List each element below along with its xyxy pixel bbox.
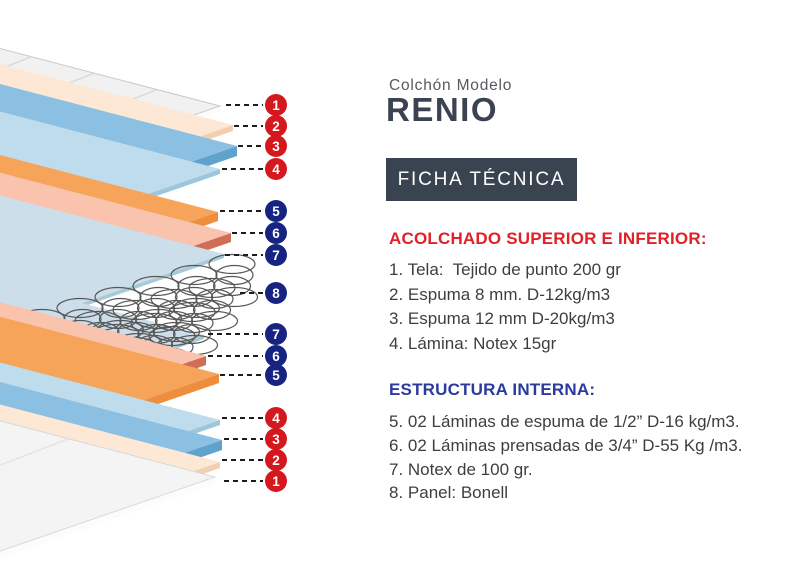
callout-6 xyxy=(232,222,287,244)
callout-5 xyxy=(220,200,287,222)
section-acolchado xyxy=(389,229,707,357)
callout-number: 8 xyxy=(272,285,280,301)
callout-4 xyxy=(222,407,287,429)
callout-number: 6 xyxy=(272,225,280,241)
callout-2 xyxy=(234,115,287,137)
spec-item: 4. Lámina: Notex 15gr xyxy=(389,334,557,354)
callout-number: 4 xyxy=(272,410,280,426)
callout-1 xyxy=(226,94,287,116)
callout-6 xyxy=(208,345,287,367)
callout-number: 3 xyxy=(272,431,280,447)
callout-number: 4 xyxy=(272,161,280,177)
spec-item: 5. 02 Láminas de espuma de 1/2” D-16 kg/m3. xyxy=(389,412,740,431)
callout-number: 1 xyxy=(272,97,280,113)
callout-3 xyxy=(224,428,287,450)
spec-item: 3. Espuma 12 mm D-20kg/m3 xyxy=(389,309,615,329)
model-kicker: Colchón Modelo xyxy=(389,77,513,94)
spec-item: 1. Tela: Tejido de punto 200 gr xyxy=(389,260,621,279)
callout-number: 7 xyxy=(272,326,280,342)
callout-4 xyxy=(222,158,287,180)
callout-8 xyxy=(240,282,287,304)
section-estructura-items xyxy=(389,410,742,505)
callout-number: 2 xyxy=(272,118,280,134)
callout-2 xyxy=(222,449,287,471)
callout-5 xyxy=(220,364,287,386)
callout-number: 1 xyxy=(272,473,280,489)
ficha-tecnica-badge xyxy=(386,158,577,201)
section-acolchado-items xyxy=(389,258,707,357)
callout-3 xyxy=(238,135,287,157)
mattress-exploded-diagram xyxy=(0,0,360,588)
callout-number: 7 xyxy=(272,247,280,263)
section-acolchado-heading: ACOLCHADO SUPERIOR E INFERIOR: xyxy=(389,229,707,248)
spec-item: 2. Espuma 8 mm. D-12kg/m3 xyxy=(389,284,611,304)
spec-item: 6. 02 Láminas prensadas de 3/4” D-55 Kg /m3. xyxy=(389,435,743,455)
callout-number: 5 xyxy=(272,203,280,219)
callout-7 xyxy=(225,244,287,266)
section-estructura-heading: ESTRUCTURA INTERNA: xyxy=(389,380,596,399)
callout-1 xyxy=(224,470,287,492)
spec-item: 8. Panel: Bonell xyxy=(389,483,509,503)
spec-item: 7. Notex de 100 gr. xyxy=(389,459,533,479)
callout-7 xyxy=(208,323,287,345)
callout-number: 3 xyxy=(272,138,280,154)
section-estructura xyxy=(389,380,742,505)
model-name: RENIO xyxy=(386,91,499,128)
callout-number: 2 xyxy=(272,452,280,468)
callout-number: 5 xyxy=(272,367,280,383)
callout-number: 6 xyxy=(272,348,280,364)
ficha-tecnica-label: FICHA TÉCNICA xyxy=(397,168,566,190)
